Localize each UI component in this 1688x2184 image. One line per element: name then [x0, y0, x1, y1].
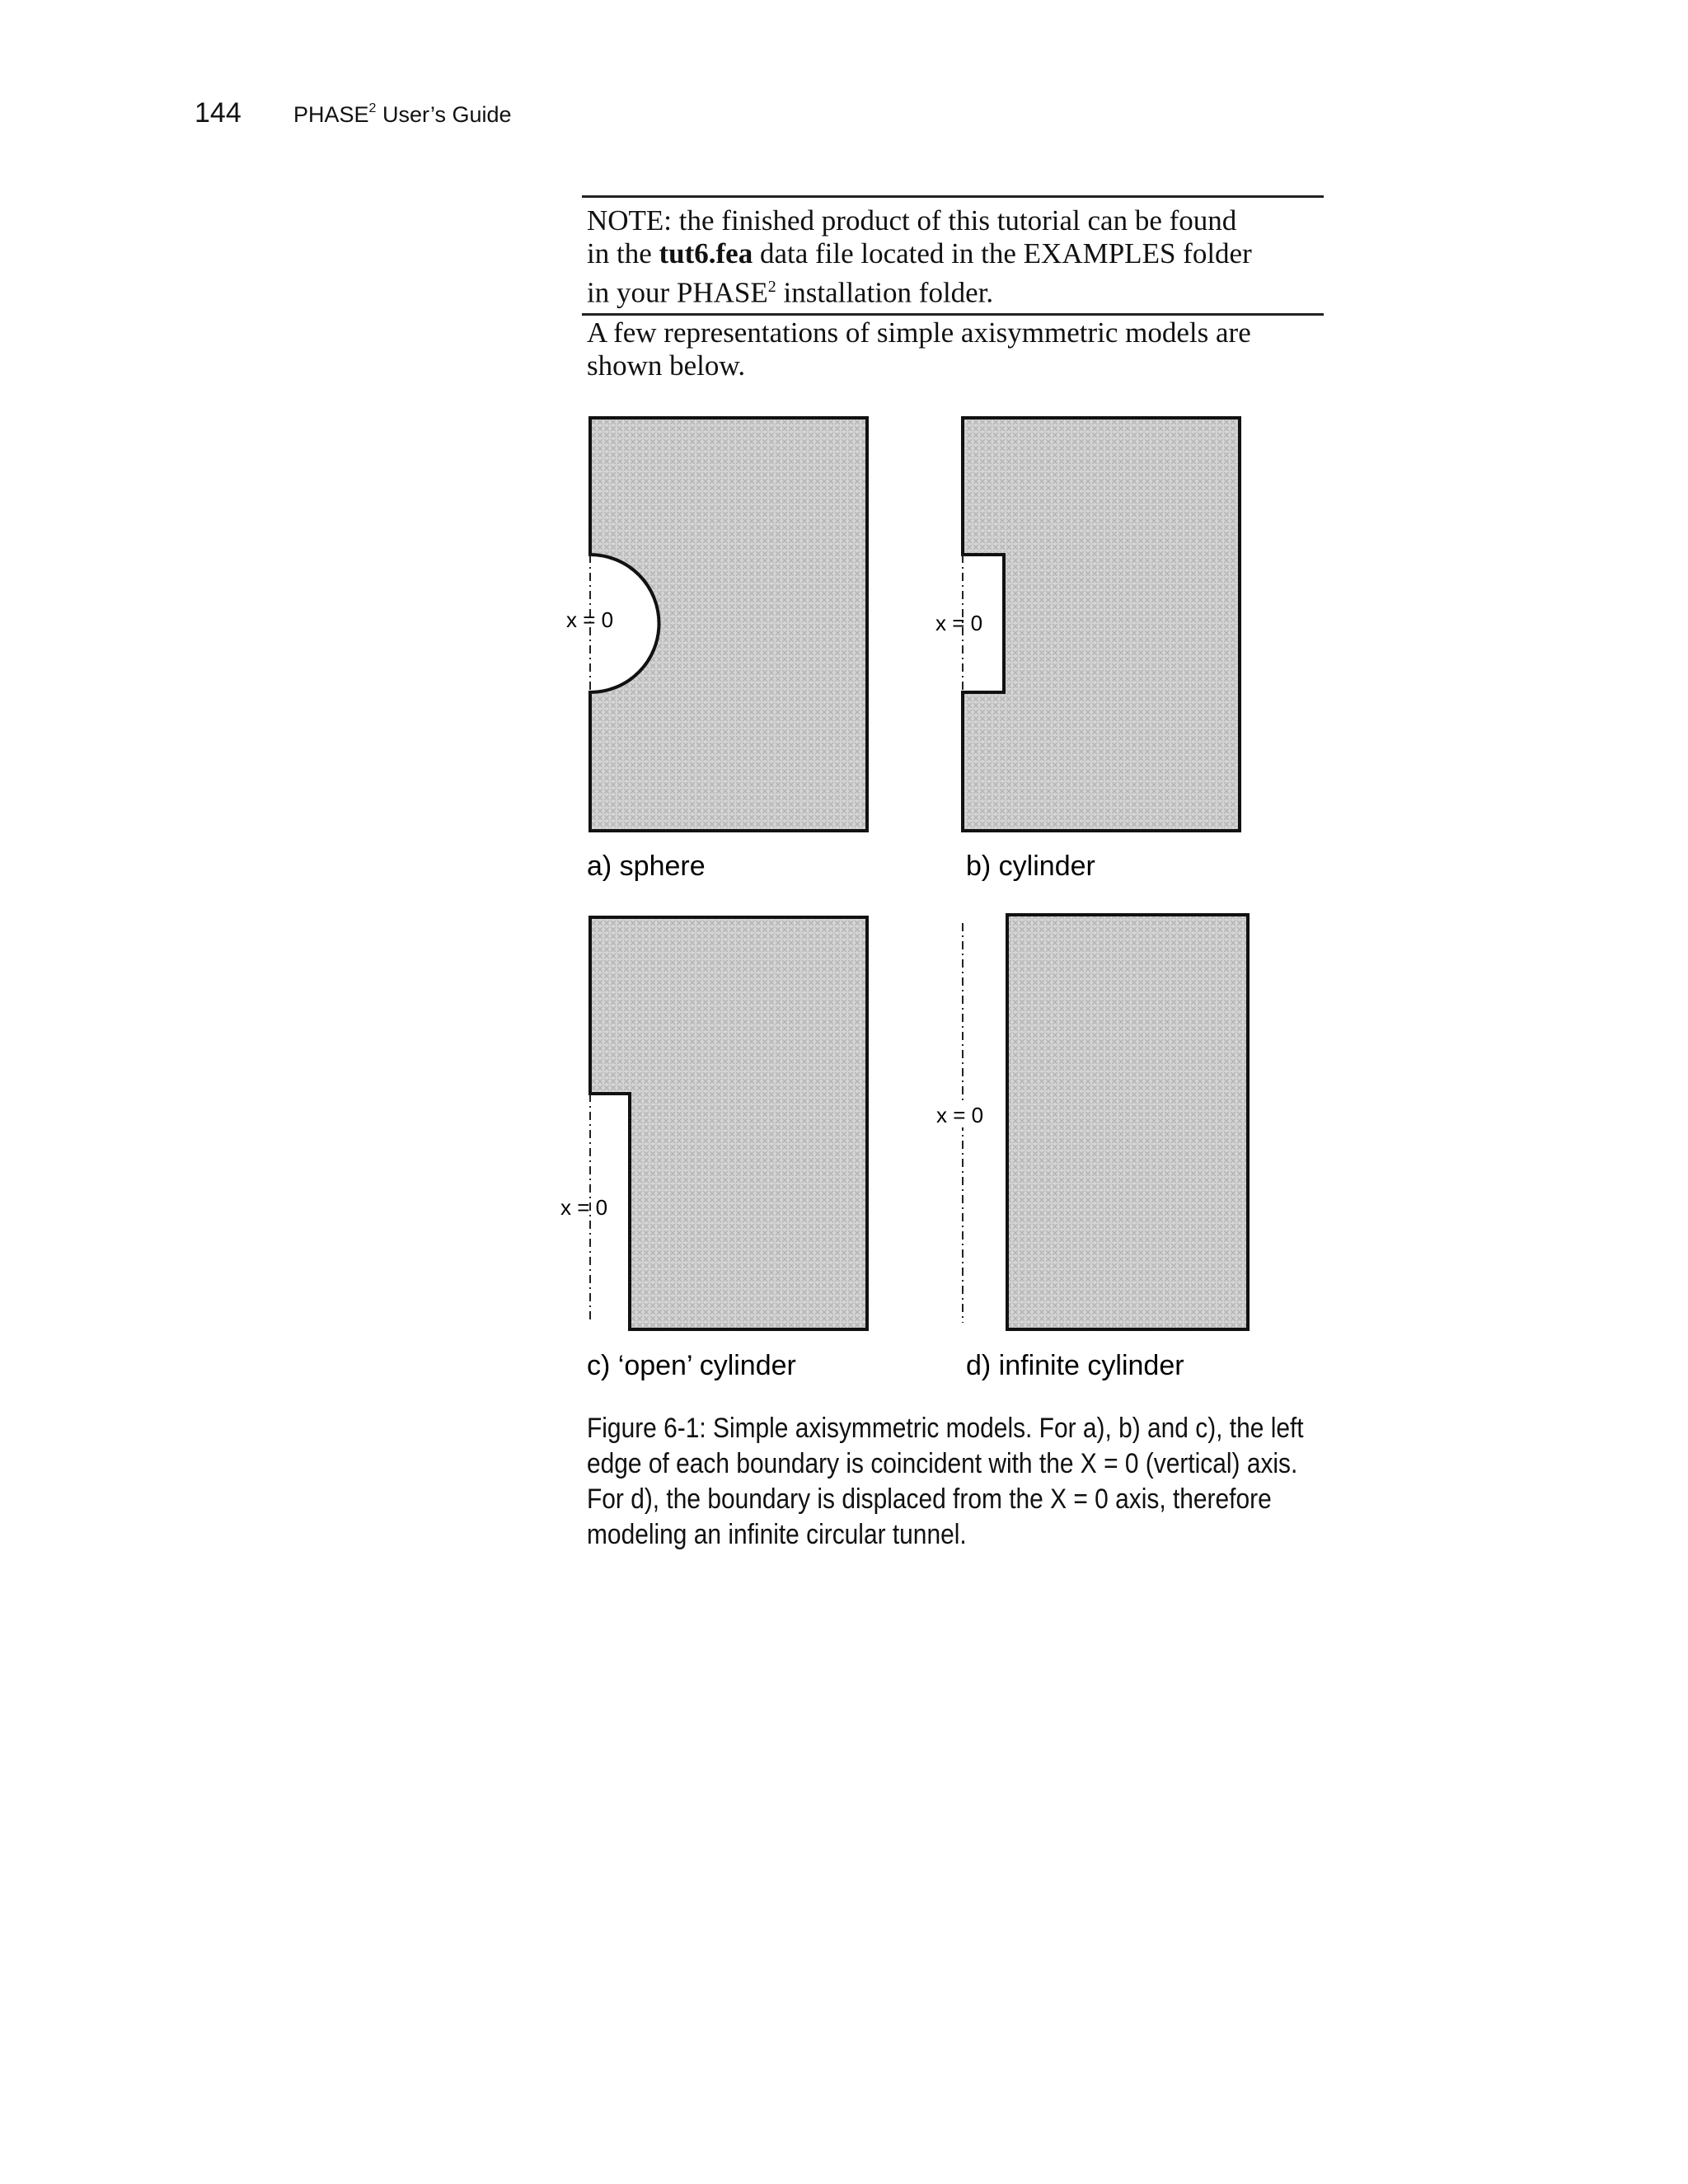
intro-line-2: shown below. [587, 349, 746, 382]
page-number: 144 [195, 97, 241, 129]
figure-caption-line-3: For d), the boundary is displaced from the X = 0 axis, therefore [587, 1483, 1272, 1515]
note-line-3-post: installation folder. [776, 276, 994, 309]
panel-b-boundary [963, 418, 1240, 831]
panel-c-boundary [590, 917, 867, 1329]
running-header-title: PHASE [293, 102, 369, 127]
panel-d-axis-label: x = 0 [936, 1103, 984, 1127]
figure-caption [587, 1411, 1327, 1553]
panel-b-caption: b) cylinder [966, 851, 1095, 882]
figure-caption-line-1: Figure 6-1: Simple axisymmetric models. For a), b) and c), the left [587, 1413, 1304, 1444]
panel-d-boundary [1007, 915, 1248, 1329]
panel-a-axis-label: x = 0 [566, 607, 614, 632]
running-header-superscript: 2 [368, 101, 377, 115]
panel-d-infinite-cylinder [933, 915, 1248, 1381]
panel-c-axis-label: x = 0 [560, 1195, 608, 1220]
panel-a-sphere [566, 418, 867, 882]
panel-c-open-cylinder [560, 917, 867, 1381]
figure-caption-line-4: modeling an infinite circular tunnel. [587, 1519, 967, 1550]
panel-d-caption: d) infinite cylinder [966, 1350, 1184, 1381]
panel-b-cylinder [935, 418, 1240, 882]
note-line-2-pre: in the [587, 237, 659, 269]
panel-a-caption: a) sphere [587, 851, 706, 882]
note-line-2-post: data file located in the EXAMPLES folder [753, 237, 1252, 269]
intro-line-1: A few representations of simple axisymmetric models are [587, 316, 1251, 349]
panel-b-axis-label: x = 0 [935, 611, 983, 635]
panel-a-boundary [590, 418, 867, 831]
panel-c-caption: c) ‘open’ cylinder [587, 1350, 796, 1381]
running-header-subtitle: User’s Guide [376, 102, 512, 127]
note-line-1: NOTE: the finished product of this tutorial can be found [587, 204, 1237, 237]
note-filename: tut6.fea [659, 237, 753, 269]
note-line-3-superscript: 2 [767, 278, 776, 296]
figure-caption-line-2: edge of each boundary is coincident with the X = 0 (vertical) axis. [587, 1448, 1298, 1479]
note-line-3-pre: in your PHASE [587, 276, 768, 309]
